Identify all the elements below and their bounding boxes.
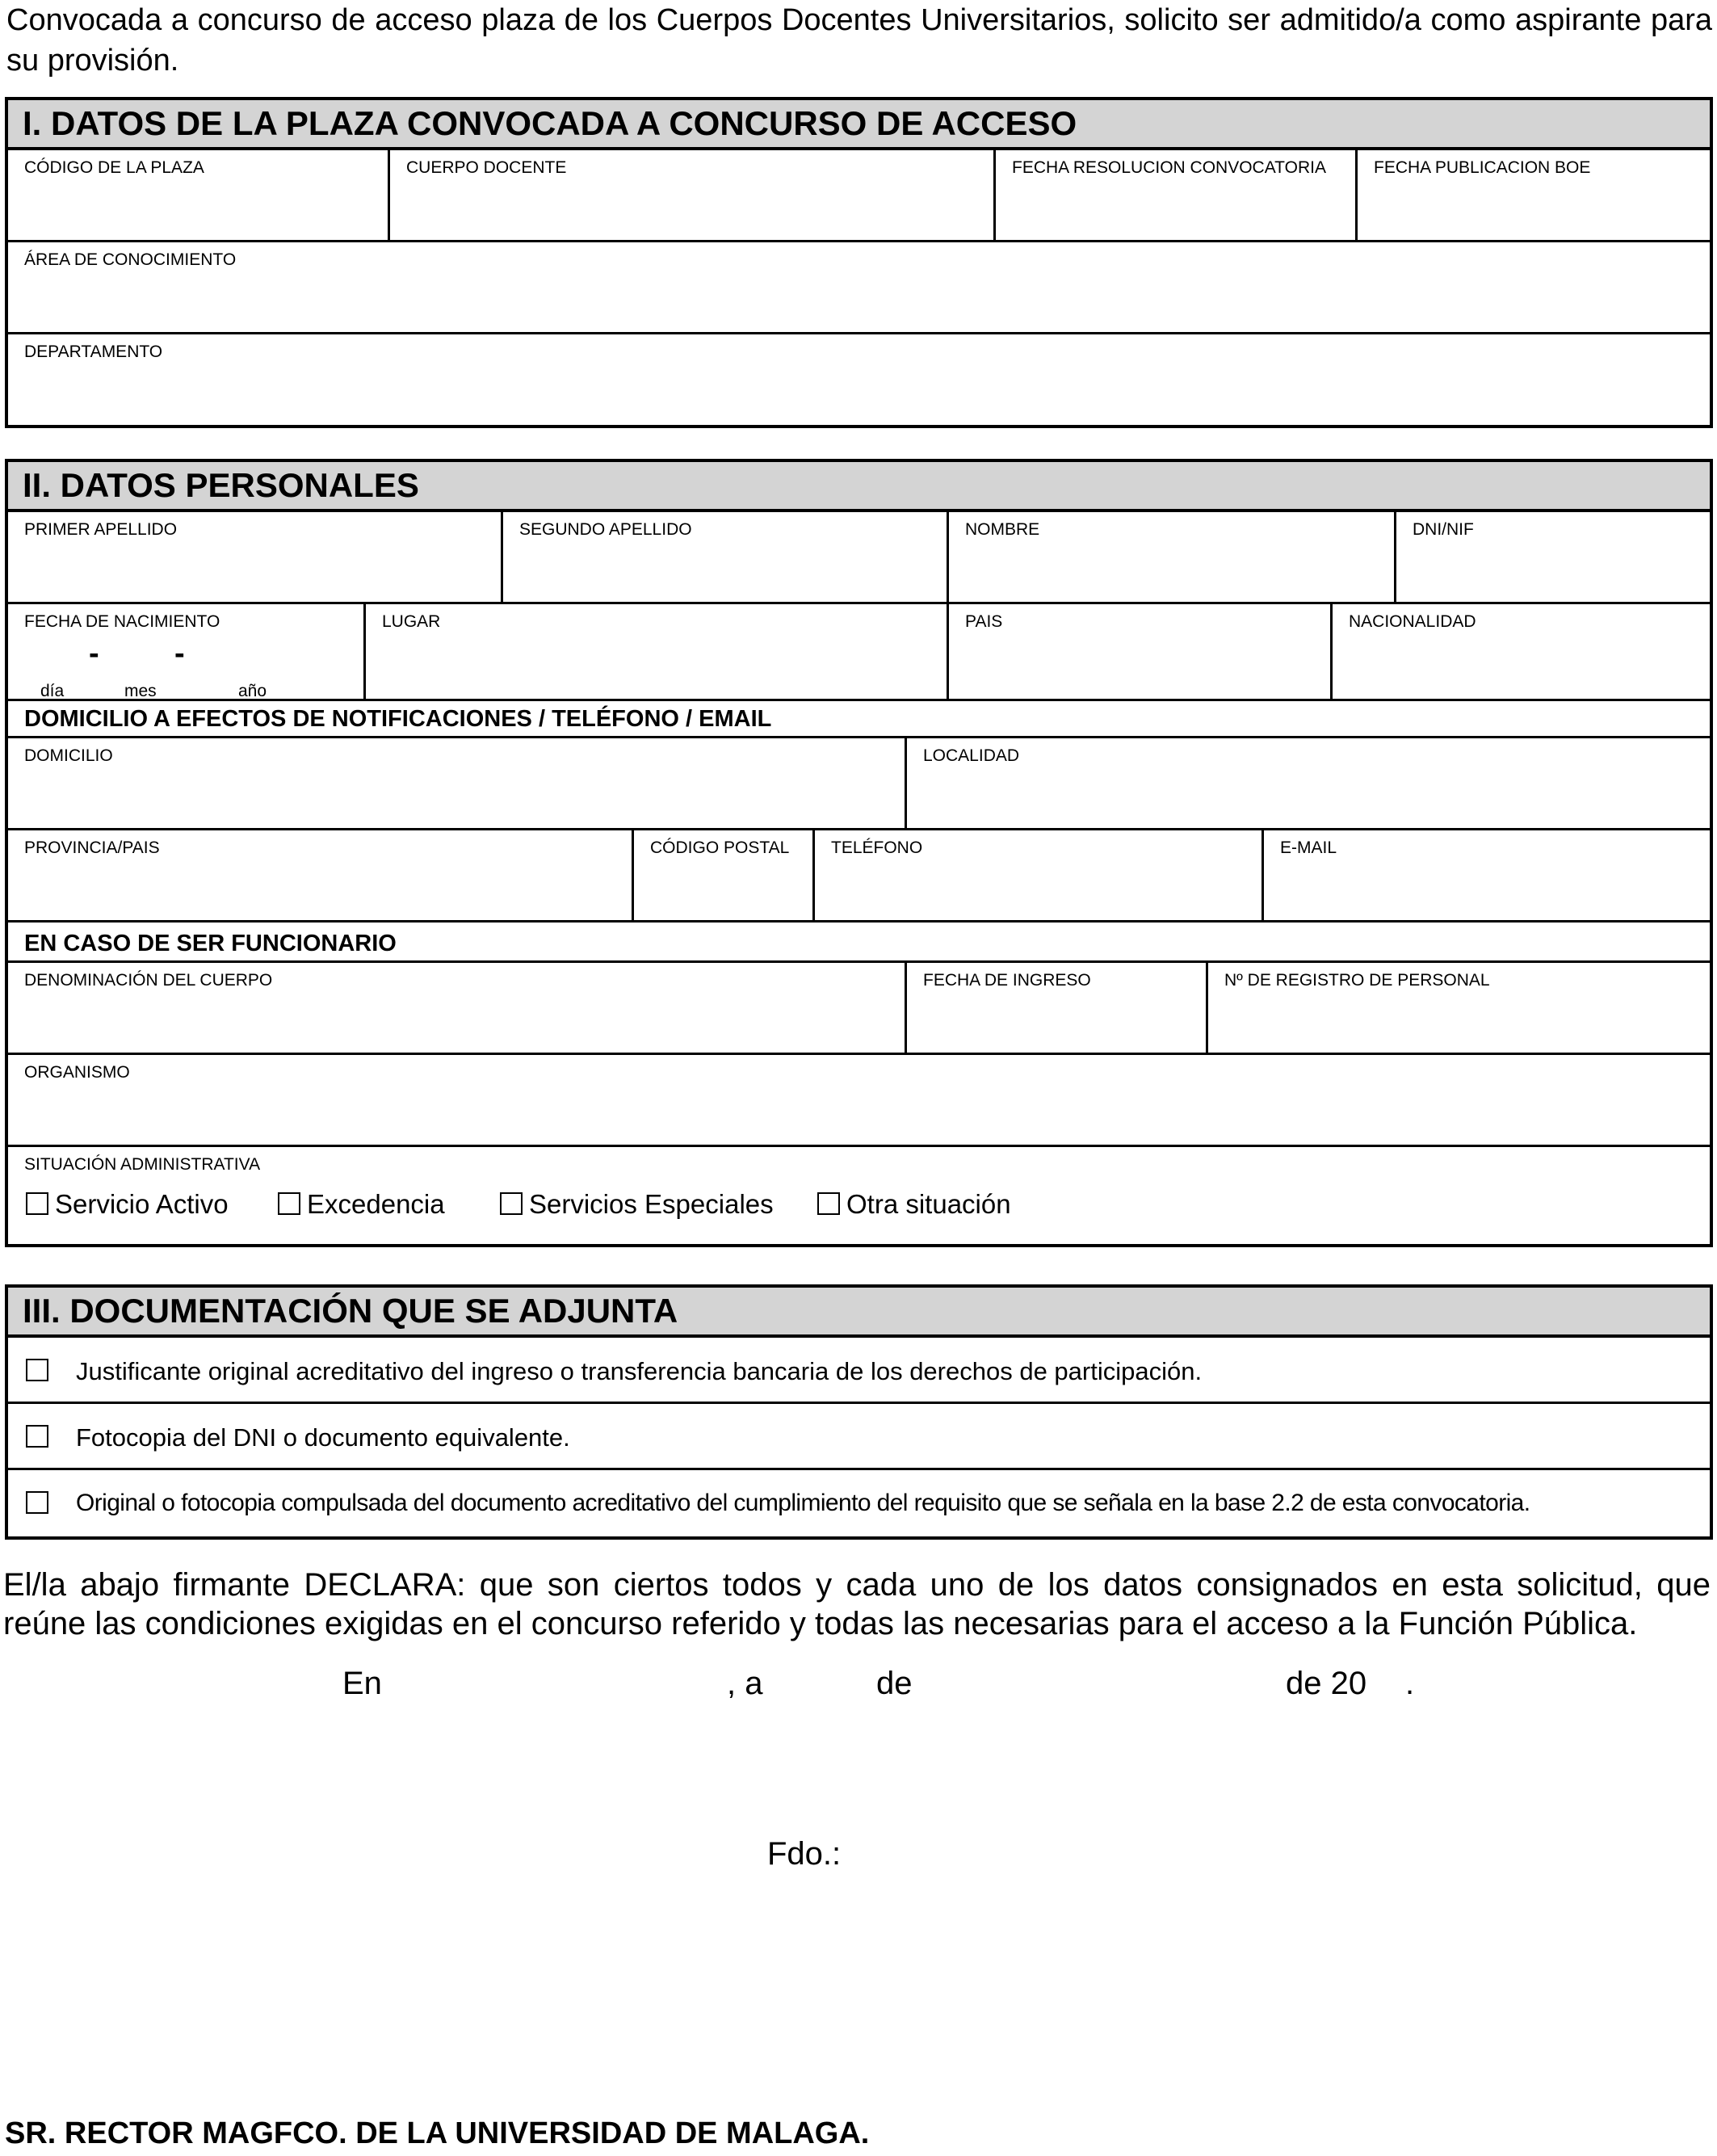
section-plaza: [5, 97, 1713, 428]
section-datos-personales-title: II. DATOS PERSONALES: [8, 462, 1710, 512]
primer-apellido-label: PRIMER APELLIDO: [24, 520, 178, 539]
date-de-month: de: [876, 1666, 913, 1701]
domicilio-field[interactable]: [8, 738, 905, 828]
mes-caption: mes: [124, 682, 157, 700]
area-conocimiento-field[interactable]: [8, 242, 1710, 332]
primer-apellido-field[interactable]: [8, 512, 501, 602]
option-otra-situacion[interactable]: [817, 1189, 1011, 1220]
codigo-plaza-label: CÓDIGO DE LA PLAZA: [24, 158, 204, 177]
section-plaza-title: I. DATOS DE LA PLAZA CONVOCADA A CONCURSO DE ACCESO: [8, 100, 1710, 150]
registro-personal-field[interactable]: [1206, 963, 1710, 1053]
checkbox-icon[interactable]: [26, 1192, 48, 1215]
option-servicios-especiales[interactable]: [500, 1189, 774, 1220]
email-label: E-MAIL: [1280, 838, 1337, 857]
checkbox-icon[interactable]: [278, 1192, 300, 1215]
denominacion-cuerpo-field[interactable]: [8, 963, 905, 1053]
fecha-ingreso-field[interactable]: [905, 963, 1206, 1053]
area-conocimiento-label: ÁREA DE CONOCIMIENTO: [24, 250, 237, 269]
segundo-apellido-label: SEGUNDO APELLIDO: [519, 520, 692, 539]
domicilio-subheader: DOMICILIO A EFECTOS DE NOTIFICACIONES / TELÉFONO / EMAIL: [8, 701, 1710, 738]
section-documentacion: [5, 1284, 1713, 1540]
checkbox-icon[interactable]: [500, 1192, 523, 1215]
registro-personal-label: Nº DE REGISTRO DE PERSONAL: [1224, 971, 1490, 990]
signature-label: Fdo.:: [767, 1836, 842, 1872]
pais-label: PAIS: [965, 612, 1003, 631]
nombre-label: NOMBRE: [965, 520, 1040, 539]
declaration-text: El/la abajo firmante DECLARA: que son ciertos todos y cada uno de los datos consignados en esta solicitud, que reúne las condiciones exigidas en el concurso referido y todas las necesarias para el acceso a la Función Pública.: [3, 1567, 1711, 1641]
section-documentacion-title: III. DOCUMENTACIÓN QUE SE ADJUNTA: [8, 1288, 1710, 1338]
codigo-postal-field[interactable]: [632, 830, 812, 920]
dni-label: DNI/NIF: [1413, 520, 1474, 539]
option-label: Excedencia: [307, 1189, 445, 1219]
checkbox-icon[interactable]: [26, 1359, 48, 1381]
localidad-label: LOCALIDAD: [923, 746, 1020, 765]
section-datos-personales: [5, 459, 1713, 1247]
checkbox-icon[interactable]: [817, 1192, 840, 1215]
fecha-nacimiento-label: FECHA DE NACIMIENTO: [24, 612, 220, 631]
email-field[interactable]: [1262, 830, 1710, 920]
nacionalidad-field[interactable]: [1330, 604, 1710, 699]
intro-paragraph: Convocada a concurso de acceso plaza de los Cuerpos Docentes Universitarios, solicito ser admitido/a como aspirante para su provisión.: [6, 3, 1712, 78]
dia-caption: día: [40, 682, 65, 700]
doc-item-label: Justificante original acreditativo del ingreso o transferencia bancaria de los derechos de participación.: [76, 1357, 1203, 1385]
nacionalidad-label: NACIONALIDAD: [1349, 612, 1476, 631]
provincia-field[interactable]: [8, 830, 632, 920]
organismo-field[interactable]: [8, 1055, 1710, 1145]
situacion-administrativa-field: [8, 1147, 1710, 1244]
option-label: Servicio Activo: [55, 1189, 229, 1219]
fecha-ingreso-label: FECHA DE INGRESO: [923, 971, 1091, 990]
codigo-plaza-field[interactable]: [8, 150, 388, 240]
cuerpo-docente-label: CUERPO DOCENTE: [406, 158, 567, 177]
anio-caption: año: [238, 682, 267, 700]
localidad-field[interactable]: [905, 738, 1710, 828]
option-servicio-activo[interactable]: [26, 1189, 229, 1220]
option-excedencia[interactable]: [278, 1189, 445, 1220]
date-de-year: de 20: [1286, 1666, 1367, 1701]
doc-item-label: Fotocopia del DNI o documento equivalente.: [76, 1423, 570, 1452]
date-separator: -: [89, 637, 99, 670]
codigo-postal-label: CÓDIGO POSTAL: [650, 838, 790, 857]
lugar-field[interactable]: [363, 604, 947, 699]
place-en: En: [342, 1666, 382, 1701]
departamento-field[interactable]: [8, 334, 1710, 425]
nombre-field[interactable]: [947, 512, 1394, 602]
fecha-resolucion-field[interactable]: [993, 150, 1355, 240]
organismo-label: ORGANISMO: [24, 1063, 130, 1082]
addressee: SR. RECTOR MAGFCO. DE LA UNIVERSIDAD DE MALAGA.: [5, 2116, 870, 2150]
option-label: Servicios Especiales: [529, 1189, 774, 1219]
telefono-label: TELÉFONO: [831, 838, 923, 857]
doc-item-justificante: [8, 1338, 1710, 1404]
cuerpo-docente-field[interactable]: [388, 150, 993, 240]
fecha-boe-label: FECHA PUBLICACION BOE: [1374, 158, 1591, 177]
checkbox-icon[interactable]: [26, 1491, 48, 1514]
date-separator: -: [174, 637, 185, 670]
domicilio-label: DOMICILIO: [24, 746, 113, 765]
checkbox-icon[interactable]: [26, 1425, 48, 1448]
telefono-field[interactable]: [812, 830, 1262, 920]
departamento-label: DEPARTAMENTO: [24, 343, 163, 361]
fecha-boe-field[interactable]: [1355, 150, 1710, 240]
pais-field[interactable]: [947, 604, 1330, 699]
funcionario-subheader: EN CASO DE SER FUNCIONARIO: [8, 922, 1710, 963]
doc-item-requisito: [8, 1470, 1710, 1536]
lugar-label: LUGAR: [382, 612, 441, 631]
fecha-resolucion-label: FECHA RESOLUCION CONVOCATORIA: [1012, 158, 1326, 177]
fecha-nacimiento-field[interactable]: [8, 604, 363, 699]
situacion-administrativa-label: SITUACIÓN ADMINISTRATIVA: [24, 1155, 261, 1174]
date-a: , a: [727, 1666, 763, 1701]
denominacion-cuerpo-label: DENOMINACIÓN DEL CUERPO: [24, 971, 273, 990]
dni-field[interactable]: [1394, 512, 1710, 602]
option-label: Otra situación: [846, 1189, 1011, 1219]
date-period: .: [1405, 1666, 1415, 1701]
doc-item-label: Original o fotocopia compulsada del documento acreditativo del cumplimiento del requisito que se señala en la base 2.2 de esta convocatoria.: [76, 1490, 1530, 1516]
doc-item-dni: [8, 1404, 1710, 1470]
provincia-label: PROVINCIA/PAIS: [24, 838, 160, 857]
segundo-apellido-field[interactable]: [501, 512, 947, 602]
